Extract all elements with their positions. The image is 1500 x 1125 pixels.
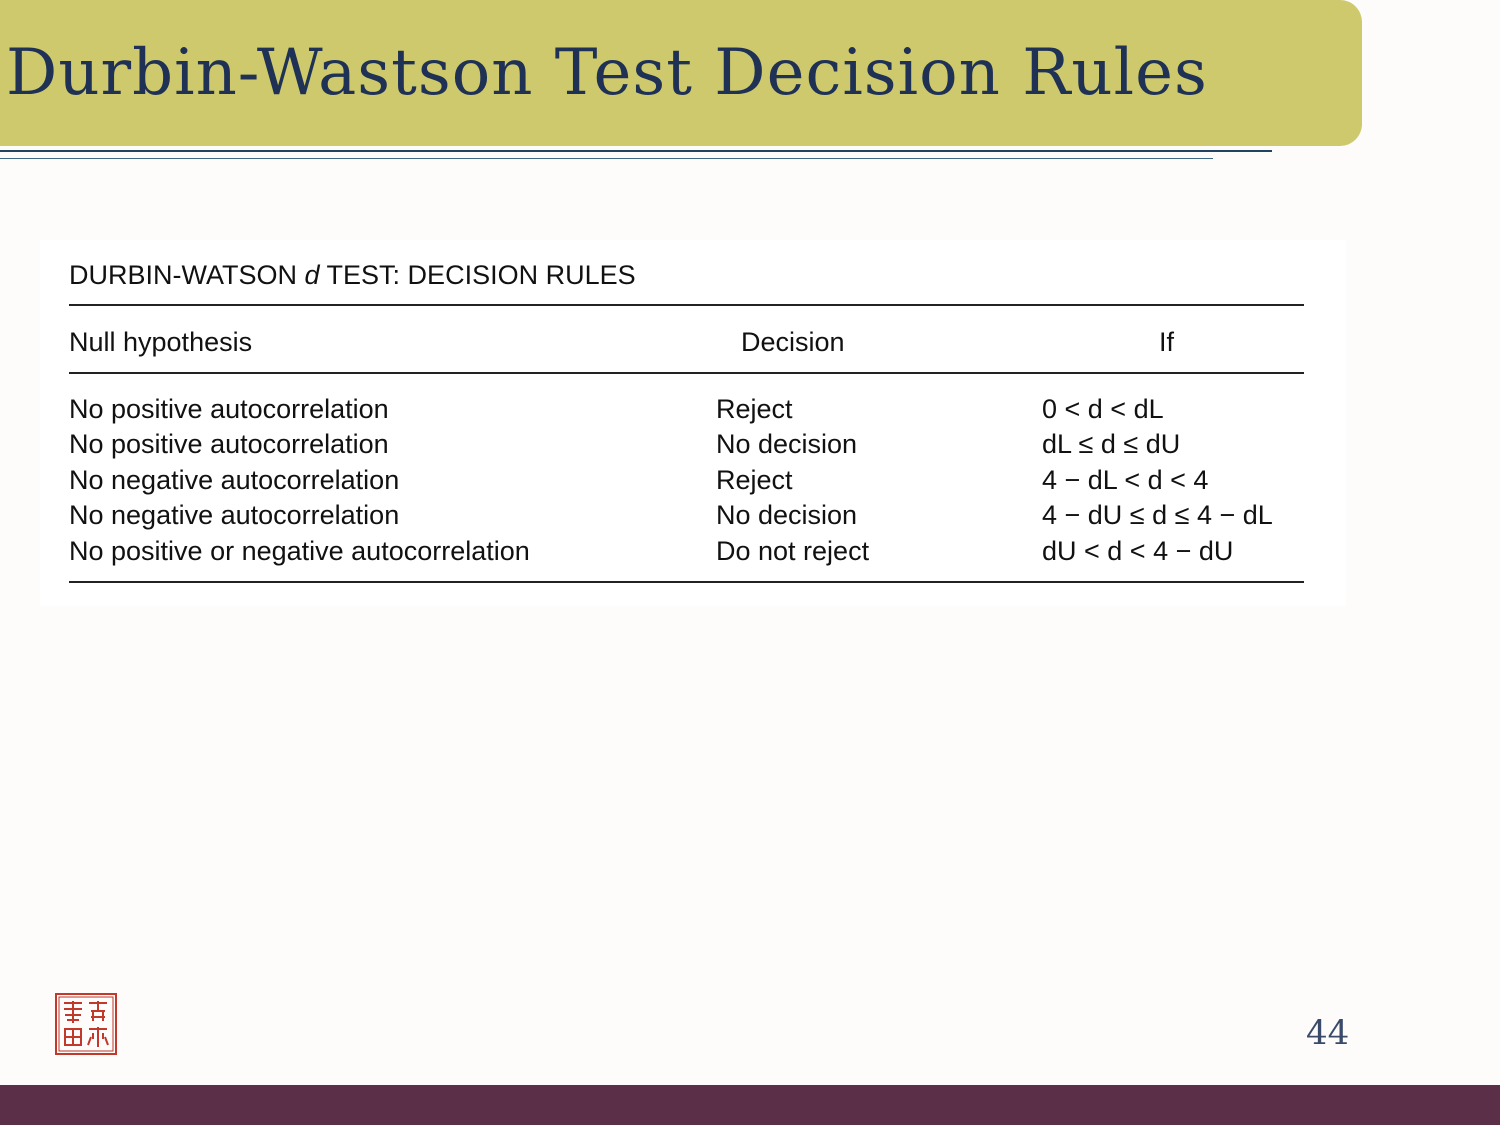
table-caption-variable: d [304,260,320,290]
cell-null-hypothesis: No positive autocorrelation [69,394,389,424]
red-seal-stamp-icon [55,993,117,1055]
title-rule-secondary [0,158,1213,159]
table-bottom-rule [69,581,1304,583]
header-null-hypothesis: Null hypothesis [69,327,253,357]
decision-rules-table [40,240,1346,606]
cell-decision: No decision [716,500,858,530]
table-caption-pre: DURBIN-WATSON [69,260,305,290]
cell-condition: 4 − dL < d < 4 [1042,465,1209,495]
header-decision: Decision [741,327,845,357]
page-number: 44 [1306,1013,1350,1053]
header-if: If [1159,327,1175,357]
cell-condition: 4 − dU ≤ d ≤ 4 − dL [1042,500,1273,530]
cell-decision: Do not reject [716,536,870,566]
table-top-rule [69,304,1304,306]
cell-null-hypothesis: No negative autocorrelation [69,500,400,530]
footer-band [0,1085,1500,1125]
table-header-rule [69,372,1304,374]
slide-title: Durbin-Wastson Test Decision Rules [6,36,1208,110]
cell-condition: 0 < d < dL [1042,394,1164,424]
cell-null-hypothesis: No negative autocorrelation [69,465,400,495]
cell-decision: No decision [716,429,858,459]
cell-condition: dL ≤ d ≤ dU [1042,429,1181,459]
cell-condition: dU < d < 4 − dU [1042,536,1234,566]
cell-decision: Reject [716,465,793,495]
title-rule-primary [0,150,1272,152]
table-caption-post: TEST: DECISION RULES [319,260,636,290]
cell-null-hypothesis: No positive or negative autocorrelation [69,536,530,566]
table-caption [69,260,636,291]
cell-null-hypothesis: No positive autocorrelation [69,429,389,459]
cell-decision: Reject [716,394,793,424]
